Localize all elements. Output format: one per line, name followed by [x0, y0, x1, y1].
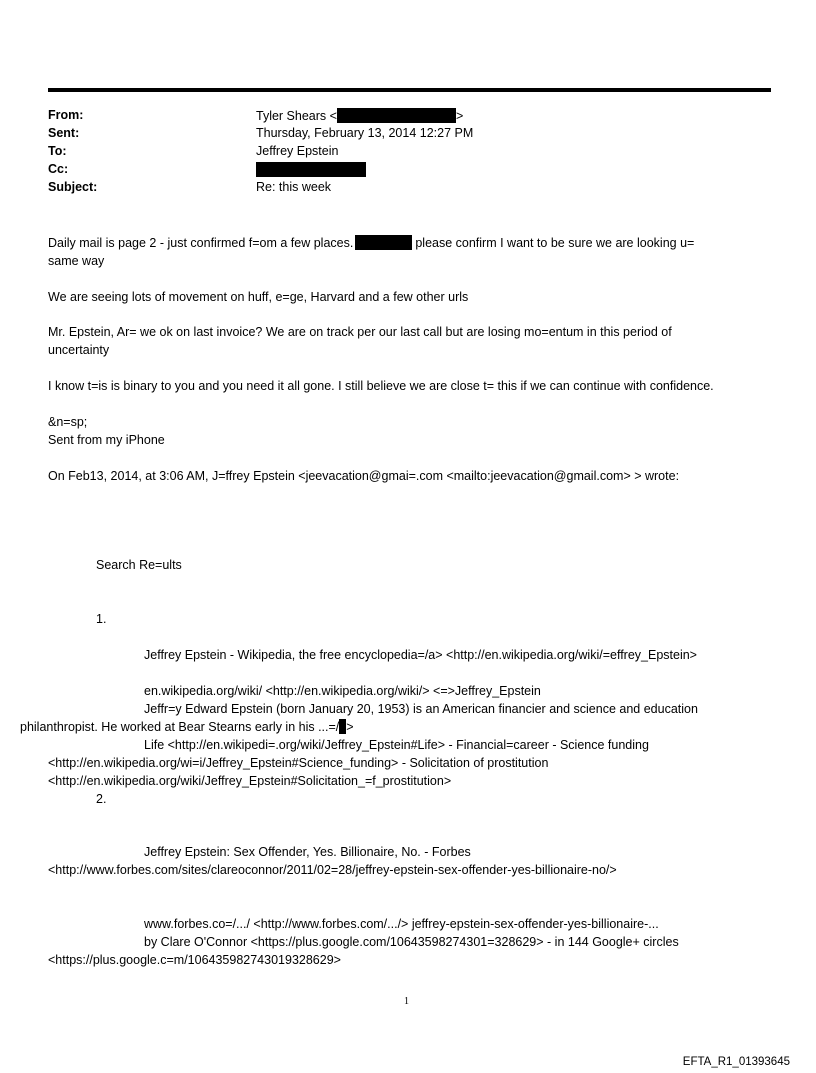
to-value: Jeffrey Epstein	[256, 144, 339, 158]
subject-value: Re: this week	[256, 180, 332, 194]
from-close: >	[455, 109, 464, 123]
result-1-links-line1: Life <http://en.wikipedi=.org/wiki/Jeffrey_Epstein#Life> - Financial=career - Science funding	[144, 738, 649, 752]
result-number-2: 2.	[96, 792, 107, 806]
result-1-desc-line2	[20, 718, 354, 736]
document-id: EFTA_R1_01393645	[682, 1056, 790, 1068]
body-p3-line2: uncertainty	[48, 343, 110, 357]
search-results-heading: Search Re=ults	[96, 558, 182, 572]
result-2-url: www.forbes.co=/.../ <http://www.forbes.com/.../> jeffrey-epstein-sex-offender-yes-billionaire-...	[144, 917, 659, 931]
page-number: 1	[404, 996, 409, 1007]
quote-header: On Feb13, 2014, at 3:06 AM, J=ffrey Epstein <jeevacation@gmai=.com <mailto:jeevacation@gmail.com> > wrote:	[48, 469, 680, 483]
body-p2: We are seeing lots of movement on huff, e=ge, Harvard and a few other urls	[48, 290, 469, 304]
result-2-gplus-url: <https://plus.google.c=m/106435982743019328629>	[48, 953, 341, 967]
body-p1-line1	[48, 234, 694, 252]
result-2-title-url: <http://www.forbes.com/sites/clareoconnor/2011/02=28/jeffrey-epstein-sex-offender-yes-billionaire-no/>	[48, 863, 617, 877]
cc-label: Cc:	[48, 162, 69, 176]
from-label: From:	[48, 108, 84, 122]
body-p1-line2: same way	[48, 254, 105, 268]
result-1-desc-close: >	[346, 720, 354, 734]
result-1-links-line2: <http://en.wikipedia.org/wi=i/Jeffrey_Epstein#Science_funding> - Solicitation of prostitution	[48, 756, 549, 770]
redaction-cc	[256, 162, 366, 177]
body-nbsp: &n=sp;	[48, 415, 88, 429]
from-value	[256, 108, 463, 123]
result-1-desc-line1: Jeffr=y Edward Epstein (born January 20, 1953) is an American financier and science and education	[144, 702, 698, 716]
from-name: Tyler Shears <	[256, 109, 337, 123]
body-p3-line1: Mr. Epstein, Ar= we ok on last invoice? We are on track per our last call but are losing mo=entum in this period of	[48, 325, 672, 339]
redaction-body	[355, 235, 412, 250]
cc-value	[256, 162, 366, 177]
result-1-url: en.wikipedia.org/wiki/ <http://en.wikipedia.org/wiki/> <=>Jeffrey_Epstein	[144, 684, 541, 698]
body-p1-text-a: Daily mail is page 2 - just confirmed f=om a few places.	[48, 236, 354, 250]
header-rule	[48, 88, 771, 92]
signature: Sent from my iPhone	[48, 433, 165, 447]
sent-label: Sent:	[48, 126, 80, 140]
result-number-1: 1.	[96, 612, 107, 626]
result-1-desc-text: philanthropist. He worked at Bear Stearns early in his ...=/	[20, 720, 340, 734]
result-1-title: Jeffrey Epstein - Wikipedia, the free encyclopedia=/a> <http://en.wikipedia.org/wiki/=effrey_Epstein>	[144, 648, 697, 662]
result-2-title: Jeffrey Epstein: Sex Offender, Yes. Billionaire, No. - Forbes	[144, 845, 471, 859]
result-2-byline: by Clare O'Connor <https://plus.google.com/10643598274301=328629> - in 144 Google+ circles	[144, 935, 679, 949]
body-p1-text-b: please confirm I want to be sure we are looking u=	[415, 236, 695, 250]
sent-value: Thursday, February 13, 2014 12:27 PM	[256, 126, 474, 140]
result-1-links-line3: <http://en.wikipedia.org/wiki/Jeffrey_Epstein#Solicitation_=f_prostitution>	[48, 774, 452, 788]
redaction-from-email	[337, 108, 456, 123]
subject-label: Subject:	[48, 180, 98, 194]
body-p4: I know t=is is binary to you and you need it all gone. I still believe we are close t= this if we can continue with confidence.	[48, 379, 714, 393]
to-label: To:	[48, 144, 67, 158]
